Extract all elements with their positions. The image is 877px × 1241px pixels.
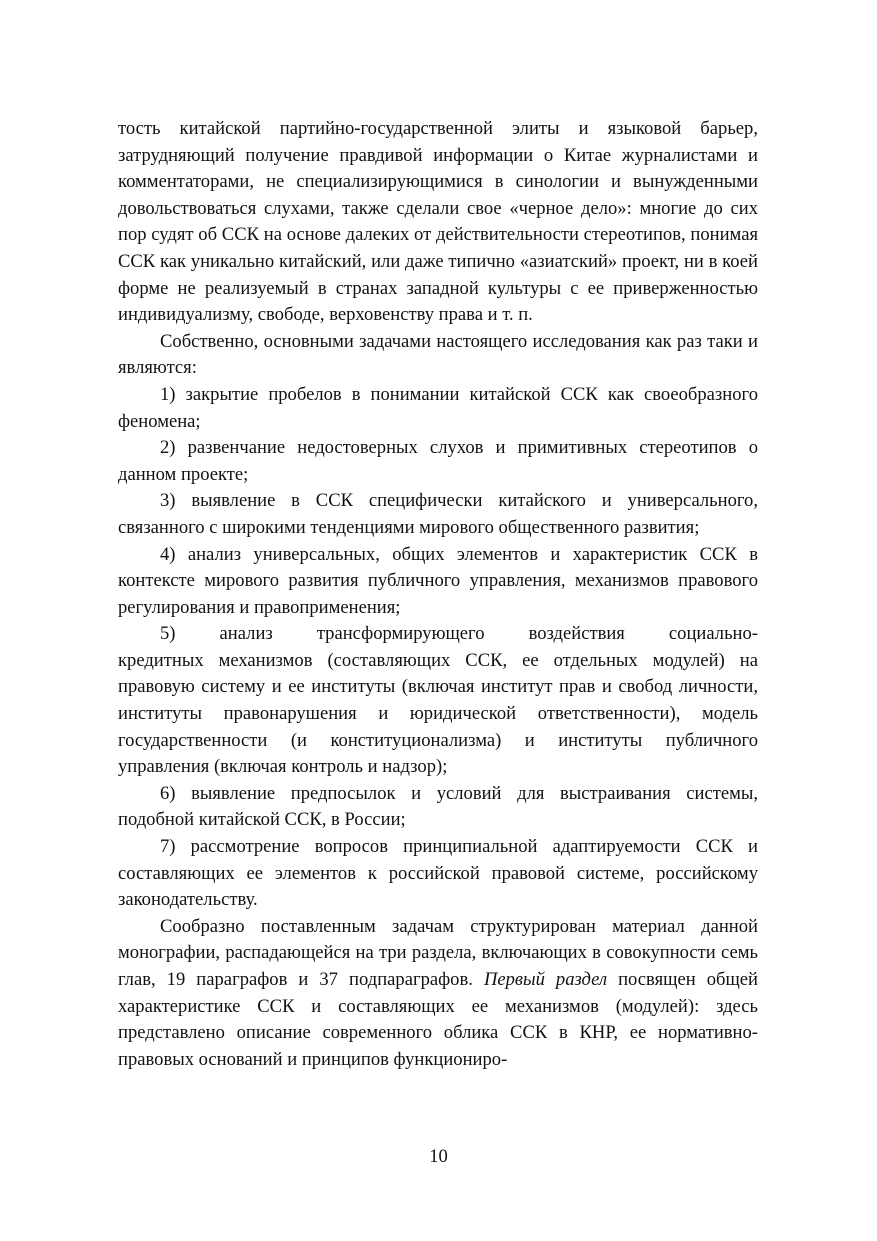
structure-text-end: посвящен общей характеристике ССК и составляющих ее механизмов (модулей): здесь представлено описание современного облика ССК в КНР, ее нормативно-правовых оснований и принципов функциониро-: [118, 969, 758, 1070]
paragraph-stereotypes: тость китайской партийно-государственной элиты и языковой барьер, затрудняющий получение правдивой информации о Китае журналистами и комментаторами, не специализирующимися в синологии и вынужденными довольствоваться слухами, также сделали свое «черное дело»: многие до сих пор судят об ССК на основе далеких от действительности стереотипов, понимая ССК как уникально китайский, или даже типично «азиатский» проект, ни в коей форме не реализуемый в странах западной культуры с ее приверженностью индивидуализму, свободе, верховенству права и т. п.: [118, 118, 758, 326]
list-item-task-5: [118, 621, 758, 781]
list-item-task-2: 2) развенчание недостоверных слухов и примитивных стереотипов о данном проекте;: [118, 437, 758, 485]
list-item-task-3: 3) выявление в ССК специфически китайского и универсального, связанного с широкими тенденциями мирового общественного развития;: [118, 490, 758, 538]
list-item-task-5-rest: кредитных механизмов (составляющих ССК, ее отдельных модулей) на правовую систему и ее институты (включая институт прав и свобод личности, институты правонарушения и юридической ответственности), модель государственности (и конституционализма) и институты публичного управления (включая контроль и надзор);: [118, 649, 758, 778]
page-number: 10: [429, 1146, 448, 1167]
paragraph-monograph-structure: [118, 914, 758, 1074]
list-item-task-6: 6) выявление предпосылок и условий для выстраивания системы, подобной китайской ССК, в России;: [118, 782, 758, 831]
list-item-task-4: 4) анализ универсальных, общих элементов и характеристик ССК в контексте мирового развития публичного управления, механизмов правового регулирования и правоприменения;: [118, 543, 758, 618]
page-body: [118, 116, 758, 1073]
list-item-task-7: 7) рассмотрение вопросов принципиальной адаптируемости ССК и составляющих ее элементов к российской правовой системе, российскому законодательству.: [118, 836, 758, 911]
paragraph-research-tasks-intro: Собственно, основными задачами настоящего исследования как раз таки и являются:: [118, 330, 758, 379]
structure-text-start: Сообразно поставленным задачам структурирован материал данной монографии, распадающейся на три раздела, включающих в совокупности семь глав, 19 параграфов и 37 подпараграфов.: [118, 915, 758, 990]
list-item-task-5-first-line: 5) анализ трансформирующего воздействия социально-: [160, 623, 758, 645]
structure-text-italic: Первый раздел: [483, 969, 608, 990]
list-item-task-1: 1) закрытие пробелов в понимании китайской ССК как своеобразного феномена;: [118, 383, 758, 432]
